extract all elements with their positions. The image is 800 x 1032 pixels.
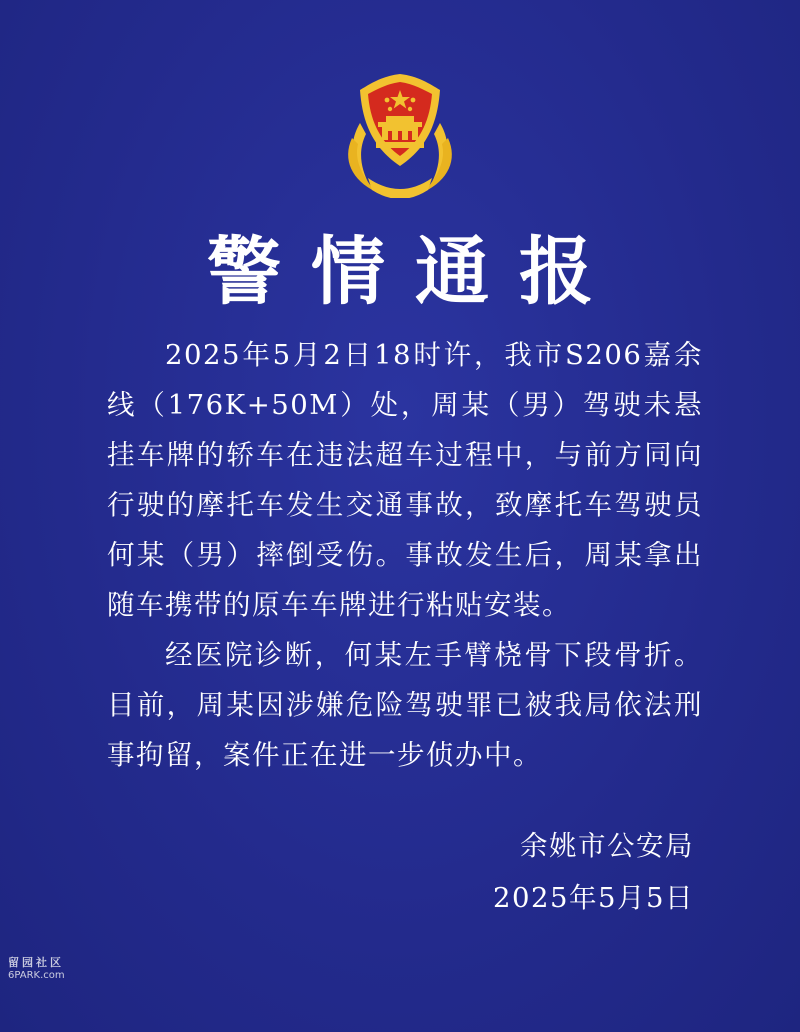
- page-title: 警情通报: [207, 229, 623, 315]
- issue-date: 2025年5月5日: [493, 882, 694, 914]
- watermark: [8, 956, 65, 982]
- paragraph-outcome: 经医院诊断，何某左手臂桡骨下段骨折。目前，周某因涉嫌危险驾驶罪已被我局依法刑事拘留，案件正在进一步侦办中。: [107, 639, 703, 771]
- issuer: 余姚市公安局: [520, 830, 694, 862]
- watermark-en: 6PARK.com: [8, 970, 65, 981]
- paragraph-incident: 2025年5月2日18时许，我市S206嘉余线（176K+50M）处，周某（男）驾驶未悬挂车牌的轿车在违法超车过程中，与前方同向行驶的摩托车发生交通事故，致摩托车驾驶员何某（男）摔倒受伤。事故发生后，周某拿出随车携带的原车车牌进行粘贴安装。: [107, 339, 703, 621]
- watermark-cn: 留园社区: [8, 956, 64, 969]
- notice-body: [107, 330, 703, 780]
- signature-block: [493, 820, 694, 924]
- police-emblem-icon: [330, 68, 470, 198]
